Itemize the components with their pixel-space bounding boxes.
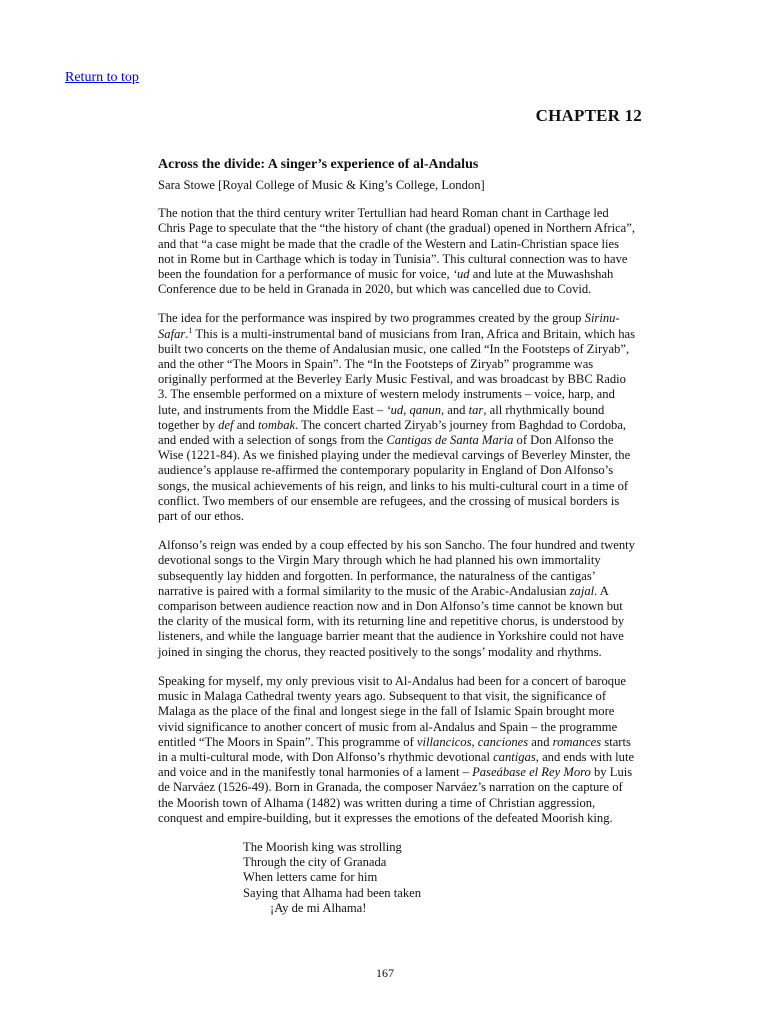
chapter-heading: CHAPTER 12 [535,106,642,125]
verse-line: The Moorish king was strolling [243,839,402,854]
verse-line: Saying that Alhama had been taken [243,885,422,900]
paragraph-2: The idea for the performance was inspired by two programmes created by the group Sirinu-Safar.$^1$ This is a multi-instrumental band of musicians from Iran, Africa and Britain, which has built two concerts on the theme of Andalusian music, one called “In the Footsteps of Ziryab”, and the other “The Moors in Spain”. The “In the Footsteps of Ziryab” programme was originally performed at the Beverley Early Music Festival, and was broadcast by BBC Radio 3. The ensemble performed on a mixture of western melody instruments – voice, harp, and lute, and instruments from the Middle East – ‘ud, qanun, and tar, all rhythmically bound together by def and tombak. The concert charted Ziryab’s journey from Baghdad to Cordoba, and ended with a selection of songs from the Cantigas de Santa Maria of Don Alfonso the Wise (1221-84). As we finished playing under the medieval carvings of Beverley Minster, the audience’s applause re-affirmed the contemporary popularity in England of Don Alfonso’s songs, the musical achievements of his reign, and links to his multi-cultural court in a time of conflict. Two members of our ensemble are refugees, and the crossing of musical borders is part of our ethos. [158,311,636,524]
page-number: 167 [376,966,394,980]
verse-refrain: ¡Ay de mi Alhama! [270,900,367,915]
verse-line: When letters came for him [243,870,378,885]
paragraph-3: Alfonso’s reign was ended by a coup effected by his son Sancho. The four hundred and twenty devotional songs to the Virgin Mary through which he had planned his own immortality subsequently lay hidden and forgotten. In performance, the naturalness of the cantigas’ narrative is paired with a formal similarity to the music of the Arabic-Andalusian zajal. A comparison between audience reaction now and in Don Alfonso’s time cannot be known but the clarity of the musical form, with its returning line and repetitive chorus, is understood by listeners, and while the language barrier meant that the audience in Yorkshire could not have joined in singing the chorus, they reacted positively to the songs’ modality and rhythms. [158,538,635,659]
article-body [158,156,638,916]
footnote-marker[interactable]: 1 [188,325,193,335]
article-author: Sara Stowe [Royal College of Music & King’s College, London] [158,178,485,192]
verse-line: Through the city of Granada [243,855,387,870]
paragraph-1: The notion that the third century writer Tertullian had heard Roman chant in Carthage led Chris Page to speculate that the “the history of chant (the gradual) opened in Northern Africa”, and that “a case might be made that the cradle of the Western and Latin-Christian space lies not in Rome but in Carthage which is today in Tunisia”. This cultural connection was to have been the foundation for a performance of music for voice, ‘ud and lute at the Muwashshah Conference due to be held in Granada in 2020, but which was cancelled due to Covid. [158,206,636,297]
paragraph-4: Speaking for myself, my only previous visit to Al-Andalus had been for a concert of baroque music in Malaga Cathedral twenty years ago. Subsequent to that visit, the significance of Malaga as the place of the final and longest siege in the fall of Islamic Spain brought more vivid significance to another concert of music from al-Andalus and Spain – the programme entitled “The Moors in Spain”. This programme of villancicos, canciones and romances starts in a multi-cultural mode, with Don Alfonso’s rhythmic devotional cantigas, and ends with lute and voice and in the manifestly tonal harmonies of a lament – Paseábase el Rey Moro by Luis de Narváez (1526-49). Born in Granada, the composer Narváez’s narration on the capture of the Moorish town of Alhama (1482) was written during a time of Christian aggression, conquest and empire-building, but it expresses the emotions of the defeated Moorish king. [158,673,635,825]
verse-quote [243,840,638,916]
article-title: Across the divide: A singer’s experience of al-Andalus [158,157,479,172]
return-to-top-link[interactable]: Return to top [65,70,139,85]
